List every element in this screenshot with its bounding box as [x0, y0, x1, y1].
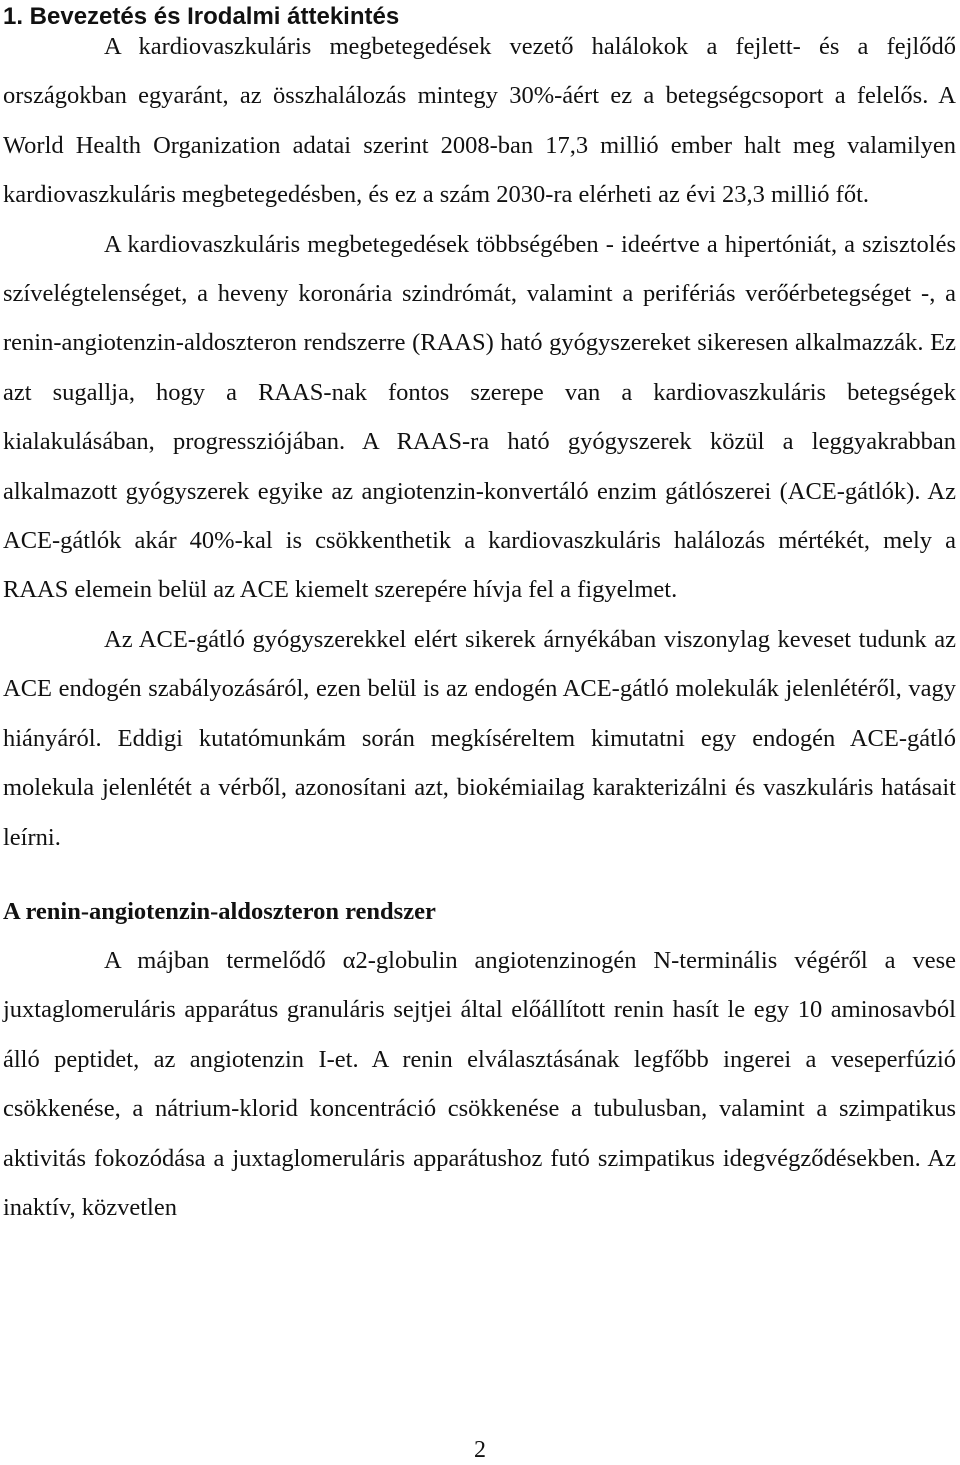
paragraph-2: A kardiovaszkuláris megbetegedések többségében - ideértve a hipertóniát, a szisztolés szívelégtelenséget, a heveny koronária szindrómát, valamint a perifériás verőérbetegséget -, a renin-angiotenzin-aldoszteron rendszerre (RAAS) ható gyógyszereket sikeresen alkalmazzák. Ez azt sugallja, hogy a RAAS-nak fontos szerepe van a kardiovaszkuláris betegségek kialakulásában, progressziójában. A RAAS-ra ható gyógyszerek közül a leggyakrabban alkalmazott gyógyszerek egyike az angiotenzin-konvertáló enzim gátlószerei (ACE-gátlók). Az ACE-gátlók akár 40%-kal is csökkenthetik a kardiovaszkuláris halálozás mértékét, mely a RAAS elemein belül az ACE kiemelt szerepére hívja fel a figyelmet. [3, 230, 956, 604]
subsection-heading: A renin-angiotenzin-aldoszteron rendszer [3, 897, 436, 925]
paragraph-3: Az ACE-gátló gyógyszerekkel elért sikerek árnyékában viszonylag keveset tudunk az ACE endogén szabályozásáról, ezen belül is az endogén ACE-gátló molekulák jelenlétéről, vagy hiányáról. Eddigi kutatómunkám során megkíséreltem kimutatni egy endogén ACE-gátló molekula jelenlétét a vérből, azonosítani azt, biokémiailag karakterizálni és vaszkuláris hatásait leírni. [3, 625, 956, 851]
section-title: 1. Bevezetés és Irodalmi áttekintés [3, 3, 400, 30]
document-page [3, 0, 956, 1232]
paragraph-1: A kardiovaszkuláris megbetegedések vezető halálokok a fejlett- és a fejlődő országokban egyaránt, az összhalálozás mintegy 30%-áért ez a betegségcsoport a felelős. A World Health Organization adatai szerint 2008-ban 17,3 millió ember halt meg valamilyen kardiovaszkuláris megbetegedésben, és ez a szám 2030-ra elérheti az évi 23,3 millió főt. [3, 33, 956, 209]
subsection-paragraph: A májban termelődő α2-globulin angiotenzinogén N-terminális végéről a vese juxtaglomeruláris apparátus granuláris sejtjei által előállított renin hasít le egy 10 aminosavból álló peptidet, az angiotenzin I-et. A renin elválasztásának legfőbb ingerei a veseperfúzió csökkenése, a nátrium-klorid koncentráció csökkenése a tubulusban, valamint a szimpatikus aktivitás fokozódása a juxtaglomeruláris apparátushoz futó szimpatikus idegvégződésekben. Az inaktív, közvetlen [3, 946, 956, 1221]
page-number: 2 [474, 1437, 486, 1463]
